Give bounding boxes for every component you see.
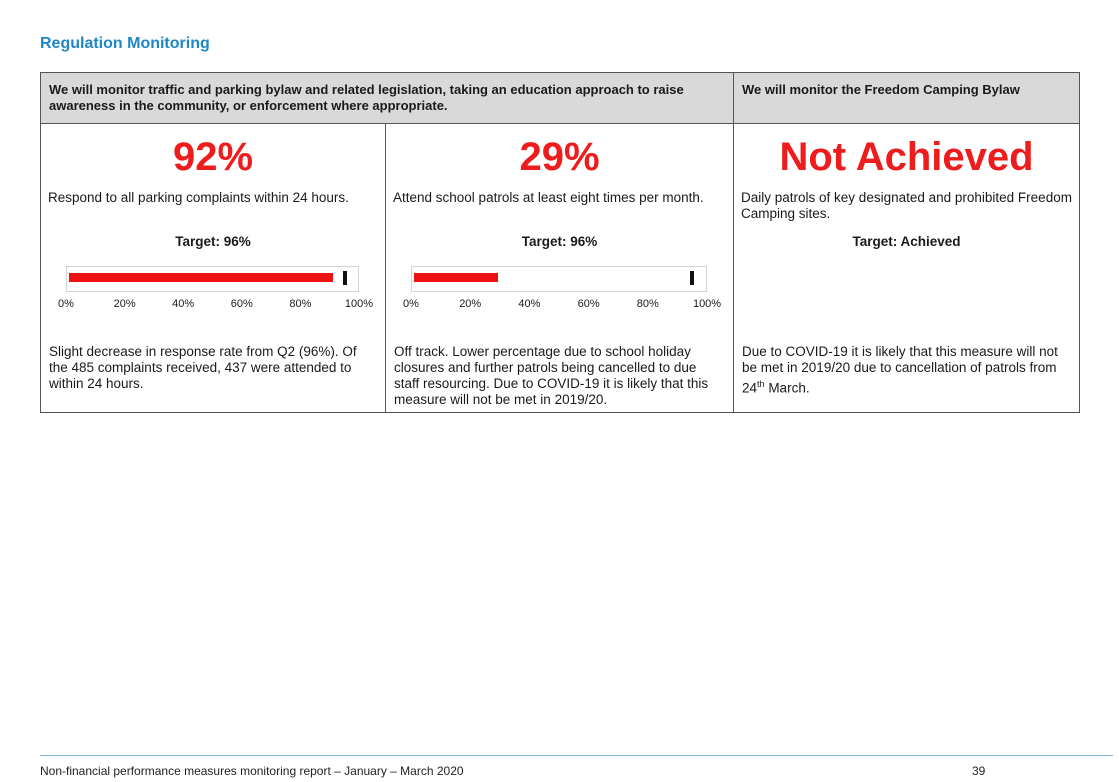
measure-parking-complaints — [41, 124, 386, 413]
measure-comment: Slight decrease in response rate from Q2 (96%). Of the 485 complaints received, 437 were attended to within 24 hours. — [49, 344, 357, 391]
tick-label: 80% — [289, 298, 312, 310]
measure-comment: Off track. Lower percentage due to school holiday closures and further patrols being cancelled to due staff resourcing. Due to COVID-19 it is likely that this measure will not be met in 2019/20. — [394, 344, 709, 407]
tick-label: 20% — [113, 298, 136, 310]
header-row — [41, 73, 1080, 124]
measure-comment — [742, 344, 1071, 397]
result-value: Not Achieved — [779, 135, 1034, 179]
target-label: Target: Achieved — [852, 234, 961, 249]
measure-freedom-camping — [734, 124, 1080, 413]
tick-label: 100% — [692, 298, 722, 310]
measures-table — [40, 72, 1080, 413]
measure-description: Respond to all parking complaints within 24 hours. — [48, 190, 349, 205]
ordinal-suffix: th — [757, 379, 765, 389]
section-title: Regulation Monitoring — [40, 35, 210, 52]
comment-text: Due to COVID-19 it is likely that this measure will not be met in 2019/20 due to cancellation of patrols from 24 — [742, 344, 1058, 396]
header-freedom-camping: We will monitor the Freedom Camping Bylaw — [734, 73, 1080, 124]
measure-school-patrols — [386, 124, 734, 413]
tick-label: 80% — [636, 298, 659, 310]
result-value: 92% — [172, 135, 254, 179]
measure-description: Attend school patrols at least eight times per month. — [393, 190, 704, 205]
tick-label: 40% — [172, 298, 195, 310]
tick-label: 60% — [577, 298, 600, 310]
measure-description: Daily patrols of key designated and prohibited Freedom Camping sites. — [741, 190, 1072, 221]
progress-bar — [69, 273, 333, 282]
measures-row — [41, 124, 1080, 413]
progress-bar — [414, 273, 498, 282]
tick-label: 0% — [58, 298, 74, 310]
result-value: 29% — [519, 135, 600, 179]
axis-ticks — [403, 298, 722, 312]
header-traffic-parking: We will monitor traffic and parking bylaw and related legislation, taking an education approach to raise awareness in the community, or enforcement where appropriate. — [41, 73, 734, 124]
tick-label: 60% — [230, 298, 253, 310]
footer-rule — [40, 755, 1113, 756]
target-label: Target: 96% — [175, 234, 251, 249]
tick-label: 100% — [344, 298, 374, 310]
progress-track — [411, 266, 707, 292]
page-number: 39 — [972, 764, 986, 778]
tick-label: 0% — [403, 298, 419, 310]
footer-text: Non-financial performance measures monitoring report – January – March 2020 — [40, 764, 464, 778]
progress-chart — [393, 252, 726, 318]
tick-label: 20% — [459, 298, 482, 310]
target-label: Target: 96% — [521, 234, 598, 249]
target-marker — [343, 271, 347, 285]
tick-label: 40% — [518, 298, 541, 310]
axis-ticks — [58, 298, 374, 312]
progress-track — [66, 266, 359, 292]
target-marker — [690, 271, 694, 285]
comment-text-end: March. — [764, 380, 810, 396]
progress-chart — [48, 252, 378, 318]
